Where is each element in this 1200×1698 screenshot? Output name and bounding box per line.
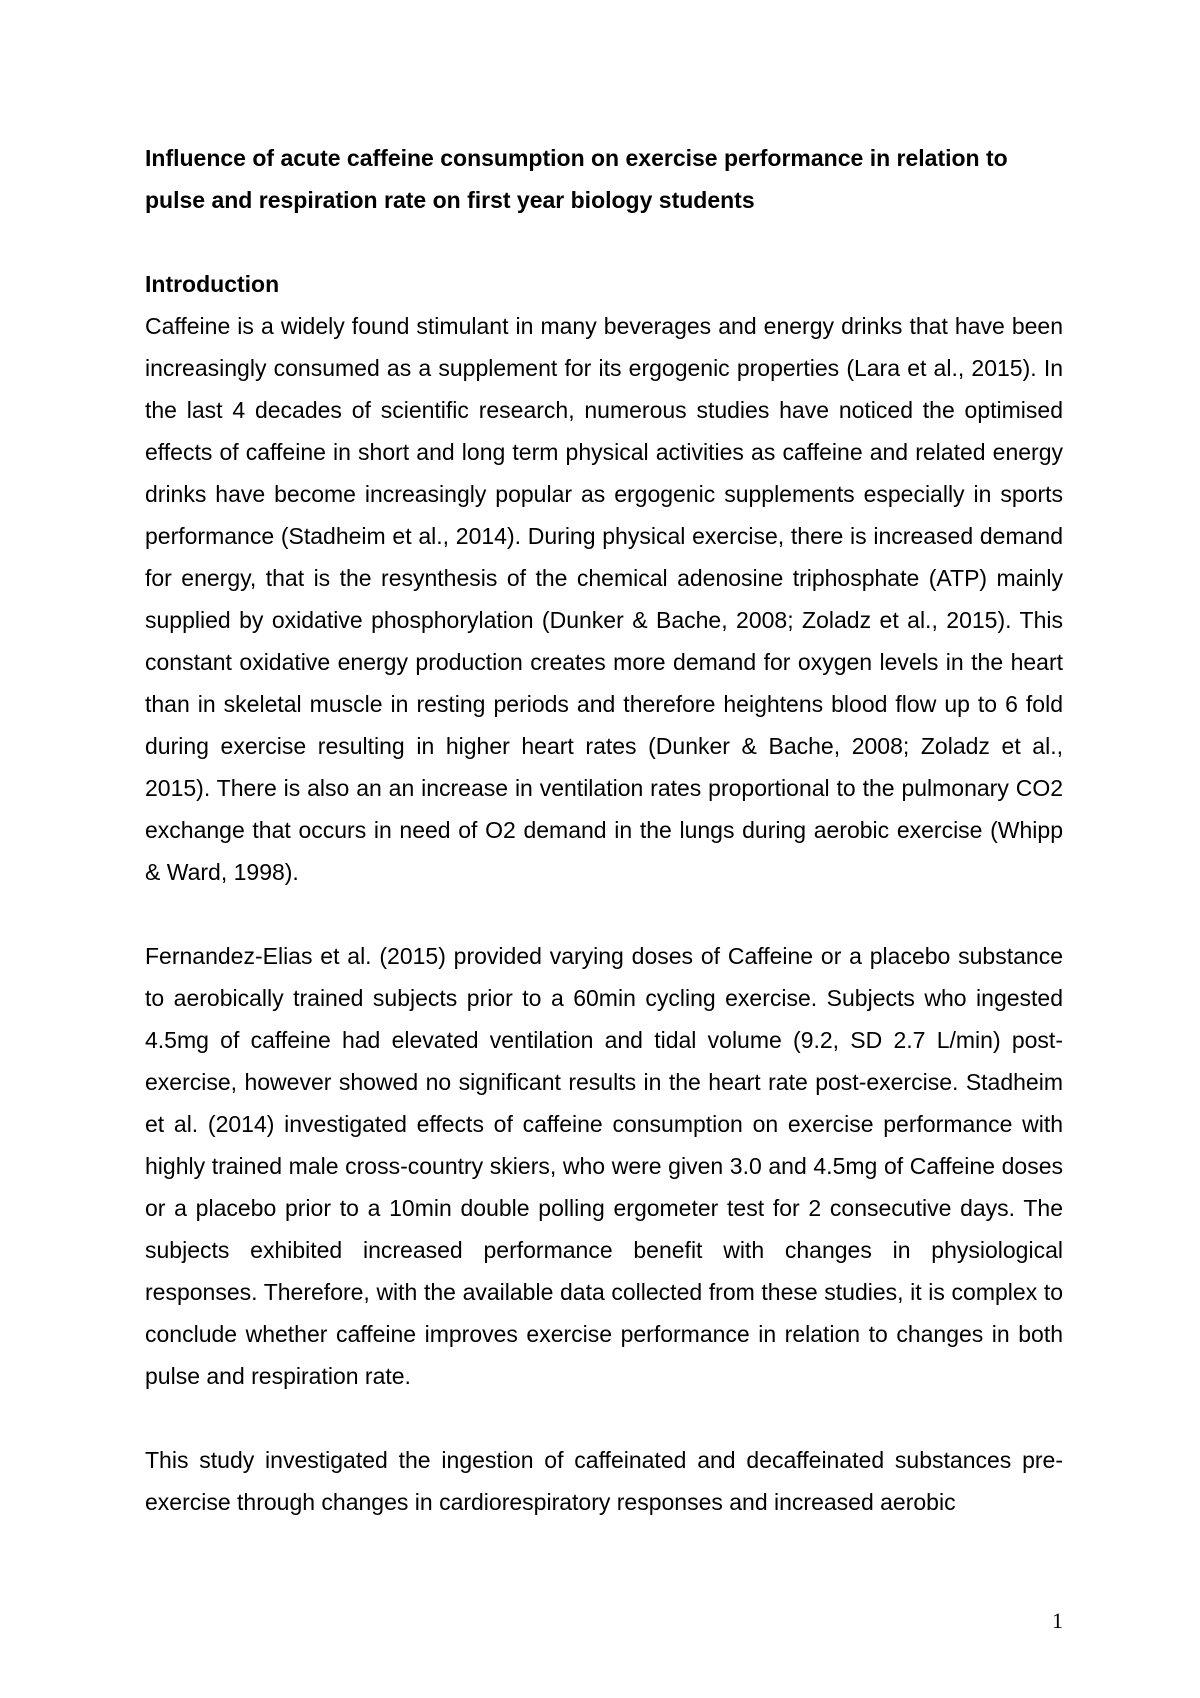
page-number: 1 xyxy=(1052,1608,1063,1633)
page-content xyxy=(145,137,1063,1523)
body-paragraph: Caffeine is a widely found stimulant in many beverages and energy drinks that have been increasingly consumed as a supplement for its ergogenic properties (Lara et al., 2015). In the last 4 decades of scientific research, numerous studies have noticed the optimised effects of caffeine in short and long term physical activities as caffeine and related energy drinks have become increasingly popular as ergogenic supplements especially in sports performance (Stadheim et al., 2014). During physical exercise, there is increased demand for energy, that is the resynthesis of the chemical adenosine triphosphate (ATP) mainly supplied by oxidative phosphorylation (Dunker & Bache, 2008; Zoladz et al., 2015). This constant oxidative energy production creates more demand for oxygen levels in the heart than in skeletal muscle in resting periods and therefore heightens blood flow up to 6 fold during exercise resulting in higher heart rates (Dunker & Bache, 2008; Zoladz et al., 2015). There is also an an increase in ventilation rates proportional to the pulmonary CO2 exchange that occurs in need of O2 demand in the lungs during aerobic exercise (Whipp & Ward, 1998). xyxy=(145,313,1063,885)
body-paragraph: Fernandez-Elias et al. (2015) provided varying doses of Caffeine or a placebo substance to aerobically trained subjects prior to a 60min cycling exercise. Subjects who ingested 4.5mg of caffeine had elevated ventilation and tidal volume (9.2, SD 2.7 L/min) post-exercise, however showed no significant results in the heart rate post-exercise. Stadheim et al. (2014) investigated effects of caffeine consumption on exercise performance with highly trained male cross-country skiers, who were given 3.0 and 4.5mg of Caffeine doses or a placebo prior to a 10min double polling ergometer test for 2 consecutive days. The subjects exhibited increased performance benefit with changes in physiological responses. Therefore, with the available data collected from these studies, it is complex to conclude whether caffeine improves exercise performance in relation to changes in both pulse and respiration rate. xyxy=(145,943,1063,1389)
document-title: Influence of acute caffeine consumption on exercise performance in relation to pulse and respiration rate on first year biology students xyxy=(145,145,1008,213)
section-heading-introduction: Introduction xyxy=(145,271,280,297)
body-paragraph: This study investigated the ingestion of caffeinated and decaffeinated substances pre-exercise through changes in cardiorespiratory responses and increased aerobic xyxy=(145,1447,1063,1515)
